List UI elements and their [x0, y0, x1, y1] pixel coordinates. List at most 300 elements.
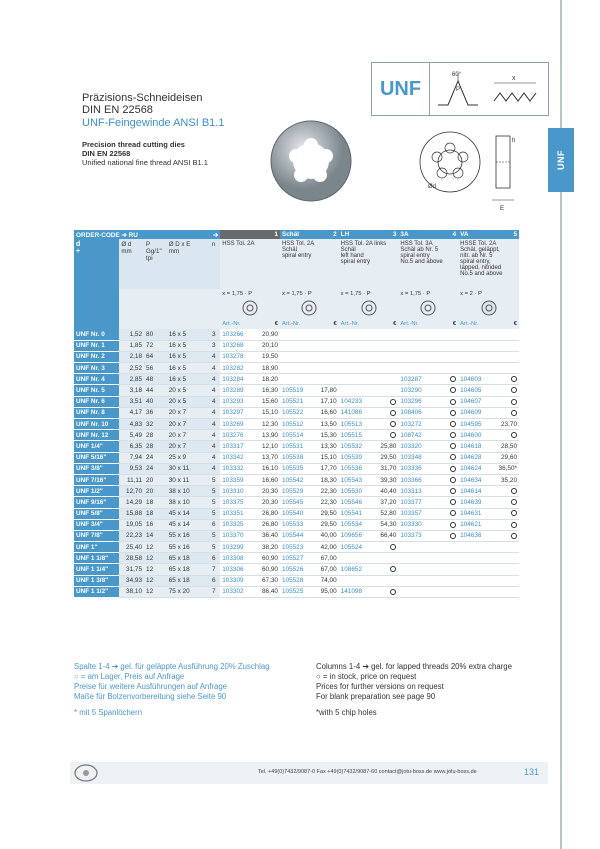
group-4-header	[398, 239, 458, 289]
cell-art-1: 103266	[220, 329, 253, 340]
footnotes-de	[74, 662, 270, 718]
cell-price-5	[491, 519, 519, 530]
cell-price-3	[372, 363, 399, 374]
row-name: UNF 7/16"	[74, 474, 119, 485]
product-table	[74, 230, 519, 598]
in-stock-icon	[511, 510, 517, 516]
cell-art-5	[458, 564, 491, 575]
in-stock-icon	[511, 432, 517, 438]
cell-art-2: 105542	[280, 474, 313, 485]
cell-art-1: 103268	[220, 340, 253, 351]
cell-n: 5	[210, 486, 220, 497]
cell-art-5	[458, 553, 491, 564]
eur-label: €	[491, 319, 519, 329]
cell-art-3: 141086	[339, 407, 372, 418]
cell-price-5	[491, 497, 519, 508]
eur-label: €	[313, 319, 339, 329]
cell-price-3	[372, 575, 399, 586]
cell-price-4	[431, 329, 458, 340]
in-stock-icon	[450, 421, 456, 427]
table-row	[74, 530, 519, 541]
standard-en: DIN EN 22568	[82, 149, 131, 158]
cell-price-1: 26,80	[253, 519, 280, 530]
cell-diameter: 38,10	[119, 586, 144, 597]
cell-dxe: 30 x 11	[167, 463, 210, 474]
cell-price-2: 22,30	[313, 497, 339, 508]
group-4-x: x = 1,75 · P	[398, 289, 458, 299]
cell-art-3: 105534	[339, 519, 372, 530]
cell-price-5	[491, 351, 519, 362]
cell-diameter: 11,11	[119, 474, 144, 485]
cell-art-2: 105529	[280, 486, 313, 497]
group-3-num: 3	[372, 230, 399, 239]
standard-de: DIN EN 22568	[82, 104, 153, 116]
cell-price-2: 13,50	[313, 419, 339, 430]
group-3-header	[339, 239, 399, 289]
cell-diameter: 2,85	[119, 374, 144, 385]
cell-price-3: 40,40	[372, 486, 399, 497]
cell-art-3	[339, 329, 372, 340]
col-dxe-unit: mm	[168, 248, 179, 255]
group-3-sub: Schäl left hand spiral entry	[340, 247, 371, 265]
side-tab: UNF	[548, 128, 574, 192]
cell-price-4	[431, 508, 458, 519]
cell-price-1: 16,10	[253, 463, 280, 474]
cell-pitch: 72	[144, 340, 167, 351]
cell-price-3	[372, 419, 399, 430]
cell-diameter: 3,51	[119, 396, 144, 407]
cell-price-1: 15,10	[253, 407, 280, 418]
cell-art-4: 103366	[398, 474, 431, 485]
in-stock-icon	[511, 410, 517, 416]
cell-art-4	[398, 542, 431, 553]
cell-price-4	[431, 407, 458, 418]
cell-art-3: 105541	[339, 508, 372, 519]
cell-price-2: 15,30	[313, 430, 339, 441]
order-code-bar	[74, 230, 519, 239]
group-5-title: VA	[458, 230, 491, 239]
in-stock-icon	[390, 399, 396, 405]
cell-price-3	[372, 329, 399, 340]
cell-price-1: 18,90	[253, 363, 280, 374]
row-name: UNF 1 1/8"	[74, 553, 119, 564]
cell-price-3	[372, 586, 399, 597]
cell-art-1: 103299	[220, 542, 253, 553]
cell-dxe: 38 x 10	[167, 486, 210, 497]
cell-price-3: 66,40	[372, 530, 399, 541]
page-footer	[70, 762, 548, 784]
e-label: E	[500, 206, 505, 212]
cell-art-5: 104609	[458, 407, 491, 418]
cell-art-5: 104628	[458, 452, 491, 463]
diameter-label: Ød	[428, 184, 437, 190]
cell-price-1: 13,90	[253, 430, 280, 441]
cell-price-4	[431, 452, 458, 463]
cell-pitch: 12	[144, 586, 167, 597]
footnote-en-3: Prices for further versions on request	[316, 682, 444, 691]
cell-price-2: 29,50	[313, 508, 339, 519]
col-od-unit: mm	[121, 248, 132, 255]
cell-dxe: 65 x 18	[167, 553, 210, 564]
cell-price-4	[431, 351, 458, 362]
cell-art-3	[339, 553, 372, 564]
row-name: UNF 5/8"	[74, 508, 119, 519]
cell-art-5: 104618	[458, 441, 491, 452]
cell-art-5: 104634	[458, 474, 491, 485]
cell-price-1: 20,10	[253, 340, 280, 351]
cell-art-2	[280, 340, 313, 351]
table-row	[74, 575, 519, 586]
cell-art-2: 105522	[280, 407, 313, 418]
col-p-header	[144, 239, 167, 289]
cell-price-3	[372, 340, 399, 351]
cell-art-5: 104607	[458, 396, 491, 407]
cell-price-2: 16,60	[313, 407, 339, 418]
table-row	[74, 519, 519, 530]
cell-price-1: 20,30	[253, 486, 280, 497]
cell-art-5	[458, 351, 491, 362]
cell-pitch: 14	[144, 530, 167, 541]
footnote-en-2: ○ = in stock, price on request	[316, 672, 417, 681]
cell-price-2: 22,30	[313, 486, 339, 497]
in-stock-icon	[511, 522, 517, 528]
subtitle-en: Unified national fine thread ANSI B1.1	[82, 158, 208, 167]
cell-art-1: 103302	[220, 586, 253, 597]
cell-pitch: 80	[144, 329, 167, 340]
cell-art-5	[458, 340, 491, 351]
group-3-title2: HSS Tol. 2A links	[340, 241, 387, 247]
cell-n: 3	[210, 340, 220, 351]
cell-dxe: 16 x 5	[167, 374, 210, 385]
group-3-title: LH	[339, 230, 372, 239]
cell-art-1: 103297	[220, 407, 253, 418]
group-1-header	[220, 239, 280, 289]
thread-profile-icon	[434, 67, 546, 113]
cell-n: 4	[210, 363, 220, 374]
in-stock-icon	[390, 589, 396, 595]
cell-n: 4	[210, 419, 220, 430]
cell-price-4	[431, 385, 458, 396]
in-stock-icon	[450, 488, 456, 494]
in-stock-icon	[511, 376, 517, 382]
cell-price-3	[372, 396, 399, 407]
row-name: UNF 1/4"	[74, 441, 119, 452]
cell-price-3: 37,20	[372, 497, 399, 508]
cell-n: 4	[210, 351, 220, 362]
group-4-title2: HSS Tol. 3A	[400, 241, 433, 247]
cell-art-2: 105523	[280, 542, 313, 553]
cell-art-3: 105530	[339, 486, 372, 497]
cell-price-5	[491, 430, 519, 441]
col-dxe: Ø D x E	[168, 241, 191, 248]
cell-art-5	[458, 363, 491, 374]
cell-art-5: 104631	[458, 508, 491, 519]
cell-pitch: 16	[144, 519, 167, 530]
cell-price-2	[313, 329, 339, 340]
thread-code: UNF	[372, 63, 430, 115]
cell-pitch: 18	[144, 497, 167, 508]
cell-diameter: 31,75	[119, 564, 144, 575]
cell-art-3: 105513	[339, 419, 372, 430]
cell-art-5: 104603	[458, 374, 491, 385]
cell-art-1: 103325	[220, 519, 253, 530]
cell-dxe: 45 x 14	[167, 508, 210, 519]
cell-price-3	[372, 374, 399, 385]
cell-dxe: 65 x 18	[167, 575, 210, 586]
cell-n: 5	[210, 497, 220, 508]
cell-price-4	[431, 430, 458, 441]
cell-dxe: 25 x 9	[167, 452, 210, 463]
in-stock-icon	[450, 533, 456, 539]
group-1-title: HSS Tol. 2A	[222, 241, 255, 247]
col-p-unit2: tpi	[146, 255, 153, 262]
group-2-x: x = 1,75 · P	[280, 289, 339, 299]
cell-price-5	[491, 374, 519, 385]
cell-price-5	[491, 542, 519, 553]
cell-price-5	[491, 564, 519, 575]
table-row	[74, 463, 519, 474]
cell-pitch: 40	[144, 396, 167, 407]
cell-art-2: 105528	[280, 575, 313, 586]
cell-n: 6	[210, 575, 220, 586]
footnote-en-4: For blank preparation see page 90	[316, 692, 436, 701]
cell-price-4	[431, 564, 458, 575]
cell-price-4	[431, 530, 458, 541]
table-row	[74, 542, 519, 553]
cell-art-1: 103282	[220, 363, 253, 374]
cell-price-2: 74,00	[313, 575, 339, 586]
cell-art-2: 105527	[280, 553, 313, 564]
cell-diameter: 28,58	[119, 553, 144, 564]
cell-art-4: 103330	[398, 519, 431, 530]
cell-art-1: 103375	[220, 497, 253, 508]
cell-art-5: 104614	[458, 486, 491, 497]
group-5-title2: HSSE Tol. 2A	[460, 241, 497, 247]
cell-price-5	[491, 530, 519, 541]
cell-price-2: 17,70	[313, 463, 339, 474]
cell-diameter: 6,35	[119, 441, 144, 452]
footnotes-en	[316, 662, 512, 718]
cell-price-3: 39,30	[372, 474, 399, 485]
cell-pitch: 36	[144, 407, 167, 418]
col-od-header	[119, 239, 144, 289]
cell-art-4	[398, 564, 431, 575]
cell-price-2: 42,00	[313, 542, 339, 553]
cell-dxe: 65 x 18	[167, 564, 210, 575]
cell-art-1: 103310	[220, 486, 253, 497]
cell-price-1: 38,20	[253, 542, 280, 553]
cell-price-3	[372, 385, 399, 396]
in-stock-icon	[450, 522, 456, 528]
cell-art-4: 103336	[398, 463, 431, 474]
footnote-en-6: *with 5 chip holes	[316, 708, 377, 717]
table-row	[74, 486, 519, 497]
cell-price-3	[372, 407, 399, 418]
in-stock-icon	[450, 432, 456, 438]
row-name: UNF 5/16"	[74, 452, 119, 463]
cell-diameter: 1,52	[119, 329, 144, 340]
cell-art-4: 103290	[398, 385, 431, 396]
table-row	[74, 586, 519, 597]
cell-pitch: 12	[144, 564, 167, 575]
row-name: UNF Nr. 8	[74, 407, 119, 418]
cell-pitch: 20	[144, 486, 167, 497]
cell-price-4	[431, 374, 458, 385]
cell-art-2	[280, 329, 313, 340]
cell-diameter: 2,52	[119, 363, 144, 374]
cell-art-2	[280, 363, 313, 374]
cell-price-2: 17,10	[313, 396, 339, 407]
cell-price-5: 28,50	[491, 441, 519, 452]
cell-price-1: 60,90	[253, 564, 280, 575]
cell-price-1: 20,90	[253, 329, 280, 340]
row-name: UNF Nr. 1	[74, 340, 119, 351]
group-2-title2: HSS Tol. 2A	[281, 241, 315, 247]
cell-price-5: 23,70	[491, 419, 519, 430]
footnote-de-4: Maße für Bolzenvorbereitung siehe Seite 90	[74, 692, 227, 701]
cell-art-2: 105526	[280, 564, 313, 575]
row-name: UNF 1 1/4"	[74, 564, 119, 575]
cell-art-3: 105515	[339, 430, 372, 441]
cell-price-3: 52,80	[372, 508, 399, 519]
cell-price-1: 13,70	[253, 452, 280, 463]
cell-price-4	[431, 474, 458, 485]
cell-diameter: 3,18	[119, 385, 144, 396]
group-1-num: 1	[253, 230, 280, 239]
cell-diameter: 19,05	[119, 519, 144, 530]
cell-art-1: 103284	[220, 374, 253, 385]
cell-price-2: 29,50	[313, 519, 339, 530]
cell-price-2	[313, 374, 339, 385]
thread-header-box	[371, 62, 549, 116]
thread-die-photo	[268, 118, 354, 204]
cell-art-2: 105533	[280, 519, 313, 530]
cell-dxe: 55 x 16	[167, 530, 210, 541]
page-number: 131	[524, 767, 540, 777]
cell-n: 4	[210, 374, 220, 385]
cell-art-1: 103269	[220, 419, 253, 430]
cell-price-3	[372, 564, 399, 575]
cell-art-1: 103308	[220, 553, 253, 564]
cell-n: 7	[210, 586, 220, 597]
cell-price-5	[491, 396, 519, 407]
cell-art-3: 109656	[339, 530, 372, 541]
cell-n: 4	[210, 396, 220, 407]
cell-price-3	[372, 430, 399, 441]
in-stock-icon	[450, 399, 456, 405]
cell-price-2: 18,30	[313, 474, 339, 485]
cell-price-1: 12,10	[253, 441, 280, 452]
row-name: UNF Nr. 5	[74, 385, 119, 396]
cell-art-3: 105536	[339, 463, 372, 474]
order-code: ORDER-CODE ➔ RU	[74, 230, 210, 239]
cell-diameter: 15,88	[119, 508, 144, 519]
cell-art-3: 108652	[339, 564, 372, 575]
row-name: UNF Nr. 4	[74, 374, 119, 385]
table-row	[74, 553, 519, 564]
cell-n: 4	[210, 452, 220, 463]
cell-pitch: 12	[144, 553, 167, 564]
cell-price-1: 86,40	[253, 586, 280, 597]
cell-price-4	[431, 419, 458, 430]
cell-art-4	[398, 351, 431, 362]
cell-n: 4	[210, 430, 220, 441]
cell-pitch: 18	[144, 508, 167, 519]
cell-art-4	[398, 363, 431, 374]
cell-art-2: 105531	[280, 441, 313, 452]
cell-price-2: 15,10	[313, 452, 339, 463]
in-stock-icon	[511, 533, 517, 539]
cell-price-4	[431, 486, 458, 497]
cell-art-4	[398, 340, 431, 351]
table-row	[74, 351, 519, 362]
in-stock-icon	[450, 466, 456, 472]
cell-art-1: 103332	[220, 463, 253, 474]
cell-price-1: 19,50	[253, 351, 280, 362]
col-p: P	[146, 241, 151, 248]
cell-art-4: 103377	[398, 497, 431, 508]
cell-price-5	[491, 553, 519, 564]
cell-n: 7	[210, 564, 220, 575]
table-row	[74, 329, 519, 340]
cell-art-2: 105540	[280, 508, 313, 519]
cell-price-3: 31,70	[372, 463, 399, 474]
row-name: UNF 3/8"	[74, 463, 119, 474]
in-stock-icon	[390, 421, 396, 427]
cell-n: 3	[210, 329, 220, 340]
cell-art-4: 103272	[398, 419, 431, 430]
cell-art-5: 104600	[458, 430, 491, 441]
cell-price-5	[491, 329, 519, 340]
col-dxe-header	[167, 239, 210, 289]
cell-dxe: 75 x 20	[167, 586, 210, 597]
row-name: UNF 1"	[74, 542, 119, 553]
cell-dxe: 20 x 7	[167, 407, 210, 418]
footnote-de-3: Preise für weitere Ausführungen auf Anfrage	[74, 682, 228, 691]
table-row	[74, 419, 519, 430]
cell-art-1: 103351	[220, 508, 253, 519]
icon-row	[74, 299, 519, 319]
cell-art-5: 104605	[458, 385, 491, 396]
table-row	[74, 497, 519, 508]
cell-art-3	[339, 351, 372, 362]
cell-art-1: 103342	[220, 452, 253, 463]
cell-dxe: 16 x 5	[167, 363, 210, 374]
in-stock-icon	[450, 443, 456, 449]
spiral-die-icon	[300, 299, 318, 317]
cell-pitch: 28	[144, 441, 167, 452]
cell-pitch: 64	[144, 351, 167, 362]
die-technical-drawing	[418, 128, 528, 218]
cell-art-5: 104621	[458, 519, 491, 530]
table-row	[74, 407, 519, 418]
group-4-num: 4	[431, 230, 458, 239]
footnote-en-1: Columns 1-4 ➔ gel. for lapped threads 20% extra charge	[316, 662, 512, 671]
cell-price-3: 29,50	[372, 452, 399, 463]
group-2-sub: Schäl spiral entry	[281, 247, 312, 259]
cell-price-4	[431, 463, 458, 474]
in-stock-icon	[511, 387, 517, 393]
in-stock-icon	[450, 477, 456, 483]
cell-pitch: 44	[144, 385, 167, 396]
cell-art-4: 103320	[398, 441, 431, 452]
cell-price-5	[491, 385, 519, 396]
cell-n: 4	[210, 463, 220, 474]
art-label: Art.-Nr.	[280, 319, 313, 329]
row-name: UNF Nr. 2	[74, 351, 119, 362]
group-2-header	[280, 239, 339, 289]
header-row	[74, 239, 519, 289]
